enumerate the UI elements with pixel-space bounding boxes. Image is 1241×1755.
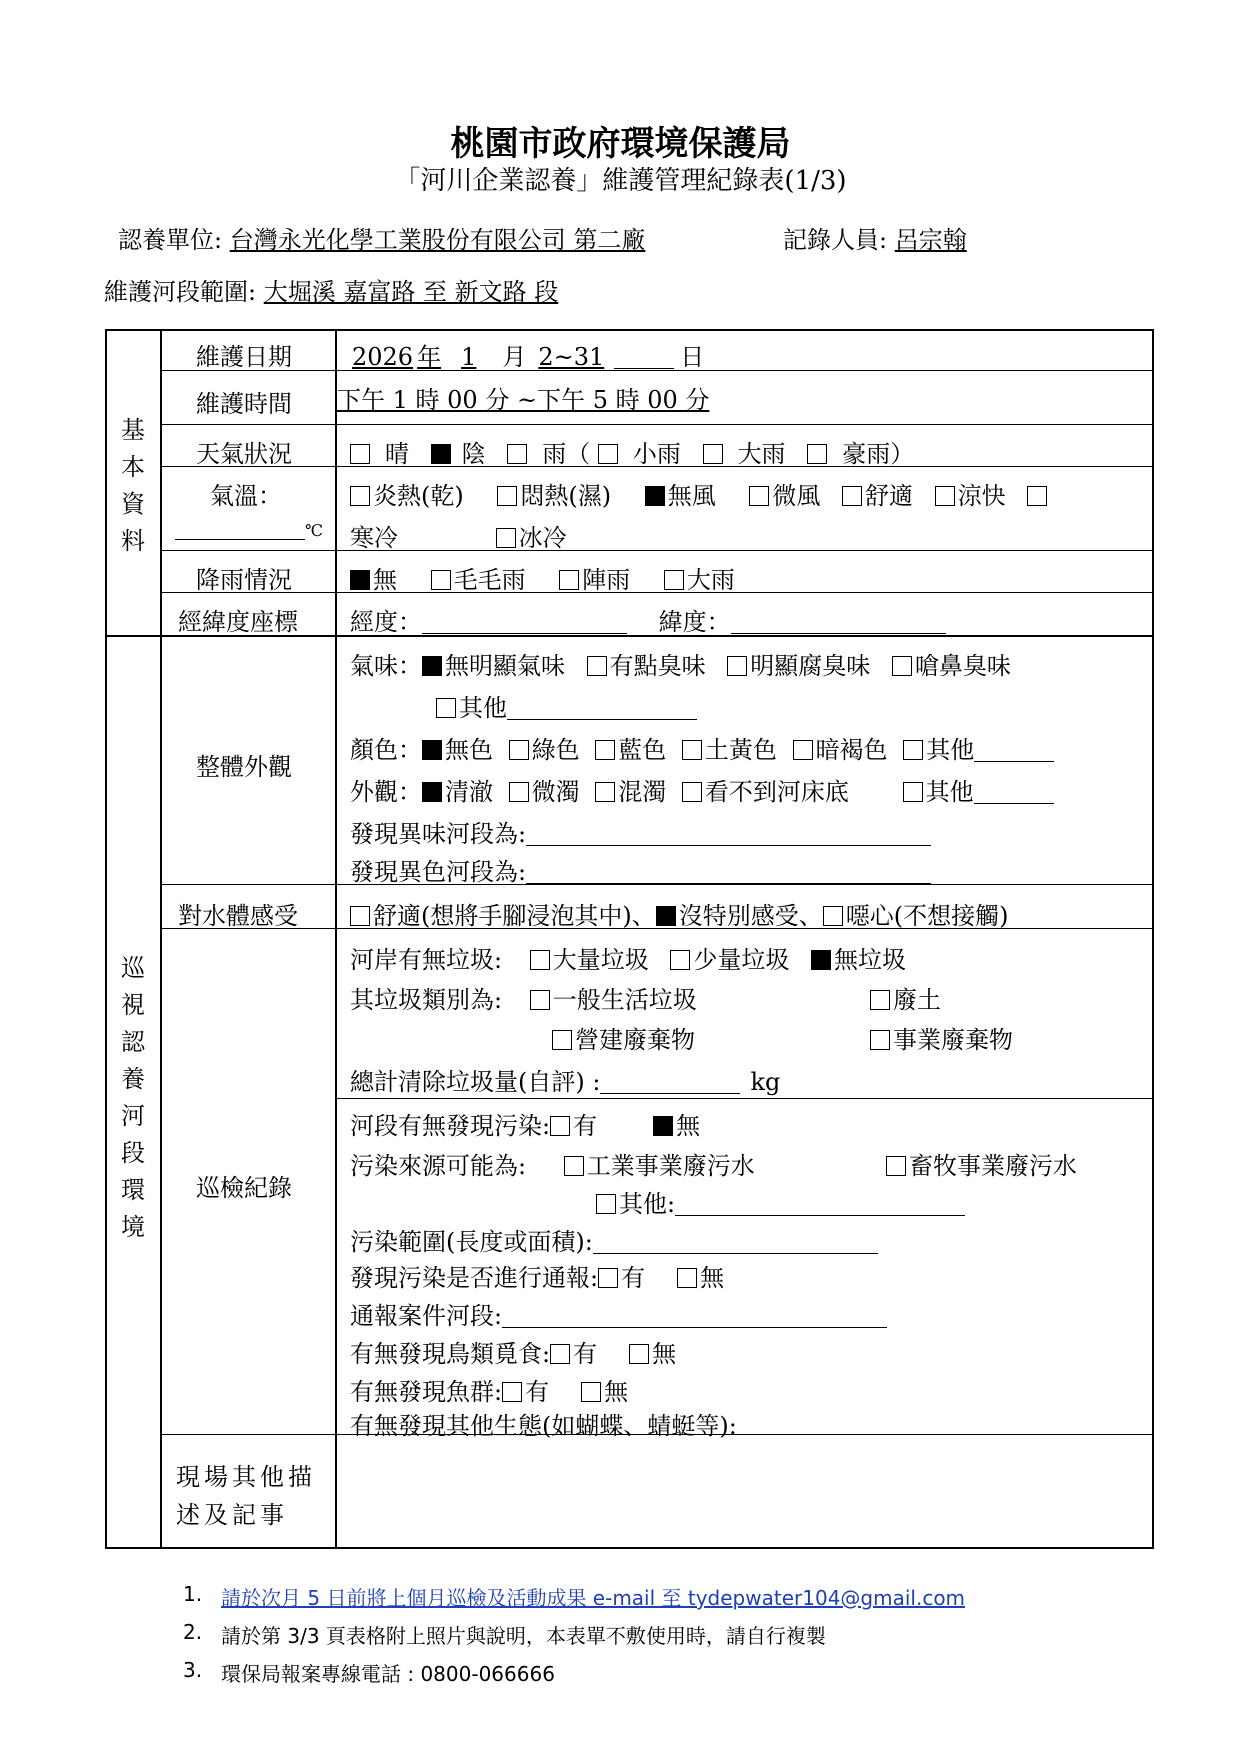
color-yellow-label: 土黃色 [704,736,777,764]
odor-rotten-checkbox[interactable] [727,656,747,676]
rain-label: 降雨情況 [196,566,292,594]
odor-label: 氣味： [350,652,422,680]
source-livestock-checkbox[interactable] [886,1156,906,1176]
color-blue-checkbox[interactable] [595,740,615,760]
bird-no-label: 無 [652,1340,677,1368]
feel-gross-checkbox[interactable] [823,906,843,926]
odor-pungent-label: 嗆鼻臭味 [914,652,1011,680]
report-no-label: 無 [700,1264,725,1292]
feel-comfy-checkbox[interactable] [350,906,370,926]
color-yellow-checkbox[interactable] [682,740,702,760]
trash-total-label: 總計清除垃圾量(自評) : [350,1068,601,1096]
range-question: 污染範圍(長度或面積): [350,1228,593,1256]
temp-comfy-label: 舒適 [865,482,914,510]
rain-options [350,560,735,595]
fish-yes-label: 有 [525,1378,550,1406]
rain-shower-checkbox[interactable] [559,570,579,590]
note-3-number: 3. [183,1658,203,1682]
odor-section-label: 發現異味河段為: [350,820,527,848]
time-label: 維護時間 [196,390,292,418]
fish-row [350,1372,628,1407]
temp-cool-checkbox[interactable] [935,486,955,506]
weather-light-label: 小雨 [632,440,681,468]
odor-other-label: 其他 [459,694,507,722]
look-slight-label: 微濁 [531,778,580,806]
temp-label: 氣溫： [210,482,282,510]
temp-comfy-checkbox[interactable] [842,486,862,506]
temp-options-row1 [350,476,1050,511]
recorder-value[interactable]: 呂宗翰 [894,226,967,254]
bird-row [350,1334,676,1369]
river-range-label: 維護河段範圍: [104,278,257,306]
date-year[interactable]: 2026 [352,343,414,371]
weather-options [350,434,914,469]
other-notes-field[interactable] [338,1436,1150,1546]
temp-input[interactable] [175,514,323,542]
note-2-number: 2. [183,1620,203,1644]
appearance-label: 整體外觀 [196,753,292,781]
trash-industrial-label: 事業廢棄物 [893,1026,1013,1054]
source-livestock [886,1146,1077,1181]
rain-none-checkbox[interactable] [350,570,370,590]
odor-slight-checkbox[interactable] [587,656,607,676]
temp-breeze-checkbox[interactable] [749,486,769,506]
feel-comfy-label: 舒適(想將手腳浸泡其中)、 [373,902,656,930]
color-section-row [350,852,931,887]
look-no-bed-checkbox[interactable] [682,782,702,802]
feel-label: 對水體感受 [178,902,298,930]
bird-yes-checkbox[interactable] [550,1344,570,1364]
color-brown-label: 暗褐色 [815,736,888,764]
date-year-unit: 年 [417,343,442,371]
weather-storm-checkbox[interactable] [807,444,827,464]
color-brown-checkbox[interactable] [793,740,813,760]
look-slight-checkbox[interactable] [509,782,529,802]
weather-paren-close: ） [890,440,915,468]
latitude-label: 緯度： [658,608,731,636]
temp-cold-checkbox[interactable] [1027,486,1047,506]
feel-gross-label: 噁心(不想接觸) [845,902,1009,930]
look-clear-label: 清澈 [445,778,493,806]
river-range-row [104,272,558,307]
temp-freezing-label: 冰冷 [518,524,567,552]
rain-heavy-label: 大雨 [686,566,735,594]
temp-hot-humid-label: 悶熱(濕) [520,482,612,510]
date-label: 維護日期 [196,343,292,371]
trash-lot-label: 大量垃圾 [552,946,649,974]
note-1-email-link[interactable]: 請於次月 5 日前將上個月巡檢及活動成果 e-mail 至 tydepwater104@gmail.com [221,1586,966,1610]
trash-total-row [350,1062,780,1097]
report-yes-label: 有 [621,1264,646,1292]
bird-yes-label: 有 [573,1340,598,1368]
pollution-no-checkbox[interactable] [653,1116,673,1136]
time-value[interactable]: 下午 1 時 00 分 ~下午 5 時 00 分 [337,386,710,414]
weather-label: 天氣狀況 [196,440,292,468]
date-month[interactable]: 1 [461,343,477,371]
trash-daily-label: 一般生活垃圾 [552,986,697,1014]
record-label: 巡檢紀錄 [196,1174,292,1202]
trash-soil-label: 廢土 [893,986,941,1014]
note-3-text: 環保局報案專線電話 : 0800-066666 [221,1662,555,1686]
recorder-label: 記錄人員: [783,226,888,254]
coord-fields [350,602,946,637]
coord-label: 經緯度座標 [178,608,298,636]
temp-hot-dry-checkbox[interactable] [350,486,370,506]
weather-rain-label: 雨 [542,440,567,468]
temp-hot-humid-checkbox[interactable] [497,486,517,506]
weather-paren-open: （ [566,440,591,468]
temp-cool-label: 涼快 [957,482,1006,510]
odor-none-label: 無明顯氣味 [445,652,565,680]
pollution-question: 河段有無發現污染: [350,1112,551,1140]
trash-lot-checkbox[interactable] [530,950,550,970]
report-row [350,1258,724,1293]
case-input[interactable] [502,1305,887,1328]
trash-industrial [870,1020,1013,1055]
trash-type-row [350,980,697,1015]
color-row [350,730,1054,765]
case-question: 通報案件河段: [350,1302,503,1330]
trash-question: 河岸有無垃圾: [350,946,503,974]
bird-no-checkbox[interactable] [629,1344,649,1364]
odor-section-row [350,814,931,849]
weather-heavy-label: 大雨 [737,440,786,468]
source-row [350,1146,755,1181]
trash-soil-checkbox[interactable] [870,990,890,1010]
temp-hot-dry-label: 炎熱(乾) [373,482,464,510]
latitude-input[interactable] [731,611,946,634]
trash-construction-checkbox[interactable] [552,1030,572,1050]
source-other [596,1184,965,1219]
range-row [350,1222,878,1257]
trash-little-label: 少量垃圾 [693,946,790,974]
trash-none-checkbox[interactable] [811,950,831,970]
temp-cold-label: 寒冷 [350,524,398,552]
weather-cloudy-checkbox[interactable] [431,444,451,464]
page-subtitle: 「河川企業認養」維護管理紀錄表(1/3) [394,166,847,196]
pollution-yes-checkbox[interactable] [550,1116,570,1136]
longitude-input[interactable] [422,611,627,634]
source-industrial-checkbox[interactable] [564,1156,584,1176]
fish-no-checkbox[interactable] [581,1382,601,1402]
odor-section-input[interactable] [526,823,931,846]
look-other-label: 其他 [925,778,974,806]
temp-unit: ℃ [305,521,323,540]
source-other-checkbox[interactable] [596,1194,616,1214]
odor-none-checkbox[interactable] [422,656,442,676]
river-range-value[interactable]: 大堀溪 嘉富路 至 新文路 段 [263,278,559,306]
adopter-value[interactable]: 台灣永光化學工業股份有限公司 第二廠 [229,226,646,254]
trash-daily-checkbox[interactable] [530,990,550,1010]
color-section-label: 發現異色河段為: [350,858,527,886]
trash-industrial-checkbox[interactable] [870,1030,890,1050]
weather-sunny-checkbox[interactable] [350,444,370,464]
trash-row [350,940,906,975]
look-clear-checkbox[interactable] [422,782,442,802]
odor-row [350,646,1011,681]
page-title: 桃園市政府環境保護局 [450,124,791,164]
look-row [350,772,1054,807]
source-other-input[interactable] [675,1193,965,1216]
source-other-label: 其他: [619,1190,676,1218]
source-industrial-label: 工業事業廢污水 [586,1152,755,1180]
look-other-input[interactable] [974,781,1054,804]
weather-rain-checkbox[interactable] [507,444,527,464]
color-other-checkbox[interactable] [903,740,923,760]
temp-breeze-label: 微風 [772,482,821,510]
odor-other-input[interactable] [507,697,697,720]
color-green-checkbox[interactable] [509,740,529,760]
other-notes-label: 現場其他描述及記事 [176,1463,316,1529]
color-blue-label: 藍色 [618,736,667,764]
fish-no-label: 無 [604,1378,629,1406]
bird-question: 有無發現鳥類覓食: [350,1340,551,1368]
color-other-input[interactable] [974,739,1054,762]
trash-little-checkbox[interactable] [670,950,690,970]
trash-soil [870,980,941,1015]
weather-light-rain-checkbox[interactable] [598,444,618,464]
temp-no-wind-checkbox[interactable] [645,486,665,506]
look-turbid-label: 混濁 [618,778,667,806]
weather-storm-label: 豪雨 [842,440,891,468]
date-day-unit: 日 [680,343,705,371]
odor-rotten-label: 明顯腐臭味 [750,652,871,680]
adopter-label: 認養單位: [118,226,223,254]
fish-question: 有無發現魚群: [350,1378,503,1406]
color-none-label: 無色 [445,736,493,764]
recorder-row [783,220,967,255]
note-1-number: 1. [183,1582,203,1606]
color-other-label: 其他 [926,736,975,764]
weather-sunny-label: 晴 [385,440,409,468]
feel-none-checkbox[interactable] [656,906,676,926]
color-section-input[interactable] [526,861,931,884]
date-month-unit: 月 [502,343,527,371]
longitude-label: 經度： [350,608,422,636]
adopter-row [118,220,645,255]
odor-slight-label: 有點臭味 [609,652,706,680]
note-2-text: 請於第 3/3 頁表格附上照片與說明，本表單不敷使用時，請自行複製 [221,1624,826,1648]
rain-drizzle-checkbox[interactable] [431,570,451,590]
range-input[interactable] [593,1231,878,1254]
basic-section-label: 基本資料 [121,416,145,555]
report-question: 發現污染是否進行通報: [350,1264,599,1292]
pollution-yes-label: 有 [573,1112,598,1140]
source-question: 污染來源可能為: [350,1152,527,1180]
feel-none-label: 沒特別感受、 [678,902,823,930]
trash-construction-label: 營建廢棄物 [575,1026,695,1054]
case-row [350,1296,887,1331]
odor-pungent-checkbox[interactable] [892,656,912,676]
odor-other-row [436,688,697,723]
eco-question: 有無發現其他生態(如蝴蝶、蜻蜓等): [350,1412,737,1440]
look-turbid-checkbox[interactable] [595,782,615,802]
temp-options-row2 [350,518,567,553]
date-day[interactable]: 2~31 [538,343,605,371]
weather-cloudy-label: 陰 [461,440,486,468]
look-other-checkbox[interactable] [903,782,923,802]
patrol-section-label: 巡視認養河段環境 [121,954,145,1241]
report-yes-checkbox[interactable] [598,1268,618,1288]
trash-construction [552,1020,695,1055]
trash-none-label: 無垃圾 [834,946,907,974]
look-label: 外觀： [350,778,422,806]
temp-no-wind-label: 無風 [667,482,716,510]
fish-yes-checkbox[interactable] [502,1382,522,1402]
trash-total-input[interactable] [600,1071,740,1094]
pollution-no-label: 無 [676,1112,701,1140]
odor-other-checkbox[interactable] [436,698,456,718]
weather-heavy-rain-checkbox[interactable] [703,444,723,464]
source-livestock-label: 畜牧事業廢污水 [909,1152,1077,1180]
rain-none-label: 無 [373,566,397,594]
temp-freezing-checkbox[interactable] [496,528,516,548]
rain-drizzle-label: 毛毛雨 [453,566,526,594]
date-field[interactable] [348,337,704,372]
color-green-label: 綠色 [531,736,580,764]
trash-unit: kg [750,1068,781,1096]
color-none-checkbox[interactable] [422,740,442,760]
color-label: 顏色： [350,736,422,764]
rain-shower-label: 陣雨 [582,566,631,594]
trash-type-question: 其垃圾類別為: [350,986,503,1014]
pollution-row [350,1106,700,1141]
look-no-bed-label: 看不到河床底 [704,778,849,806]
rain-heavy-checkbox[interactable] [664,570,684,590]
report-no-checkbox[interactable] [677,1268,697,1288]
feel-options [350,896,1008,931]
